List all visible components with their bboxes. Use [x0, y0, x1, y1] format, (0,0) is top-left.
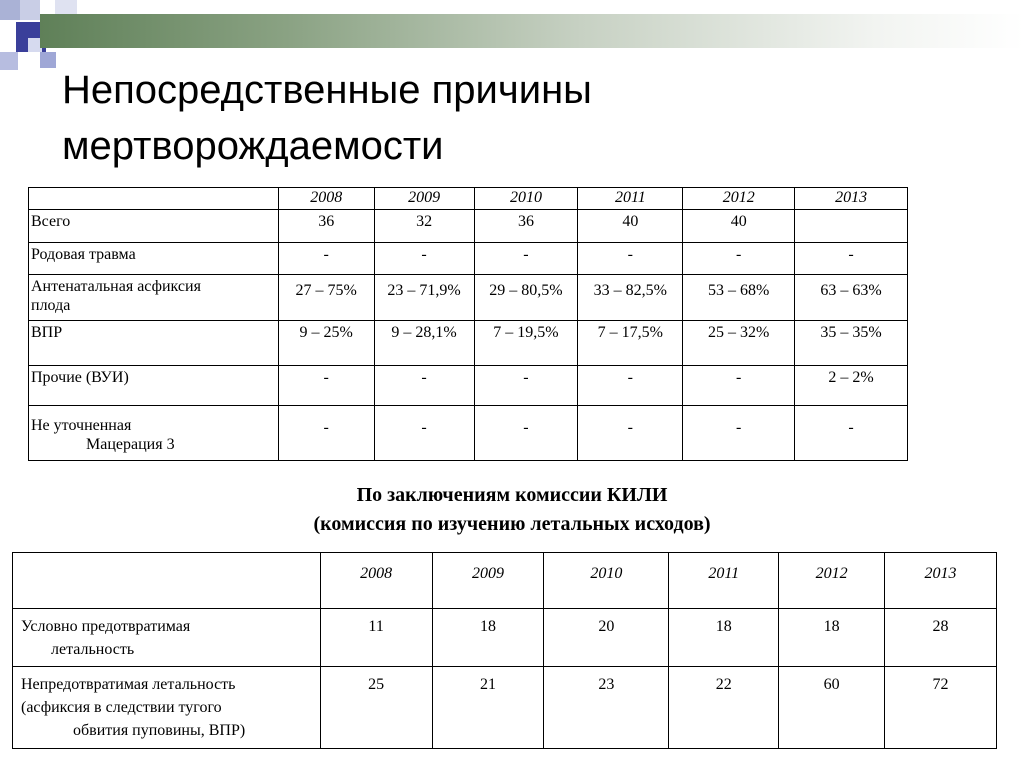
table-cell: 60 — [779, 667, 885, 749]
table-cell: 53 – 68% — [683, 275, 795, 321]
table-cell: - — [578, 366, 683, 406]
table-header-row — [13, 553, 997, 609]
table-cell: - — [278, 406, 374, 461]
table-row — [29, 366, 908, 406]
year-header: 2008 — [278, 188, 374, 210]
table-cell: - — [278, 243, 374, 275]
table-row — [29, 243, 908, 275]
table-cell — [795, 210, 908, 243]
header-empty-cell — [29, 188, 279, 210]
table-cell: 63 – 63% — [795, 275, 908, 321]
table-cell: 23 – 71,9% — [374, 275, 474, 321]
table-cell: 2 – 2% — [795, 366, 908, 406]
table-cell: 32 — [374, 210, 474, 243]
row-label — [29, 243, 279, 275]
year-header: 2010 — [474, 188, 578, 210]
row-label-text: Не уточненная — [31, 417, 132, 434]
year-header: 2009 — [432, 553, 544, 609]
row-label-text: Всего — [31, 213, 71, 230]
table-cell: 18 — [669, 609, 779, 667]
row-label-text-line3: обвития пуповины, ВПР) — [73, 722, 246, 739]
year-header: 2013 — [795, 188, 908, 210]
decor-square — [0, 52, 18, 70]
table-cell: 40 — [683, 210, 795, 243]
table-cell: - — [474, 366, 578, 406]
table-cell: 36 — [278, 210, 374, 243]
table-cell: 36 — [474, 210, 578, 243]
table-cell: 25 – 32% — [683, 321, 795, 366]
year-header: 2010 — [544, 553, 669, 609]
stillbirth-causes-table — [28, 187, 908, 461]
title-line-2: мертворождаемости — [62, 124, 444, 168]
table-cell: 9 – 25% — [278, 321, 374, 366]
header-gradient-bar — [40, 14, 1024, 48]
table-cell: - — [795, 406, 908, 461]
row-label-text: Прочие (ВУИ) — [31, 369, 129, 386]
table-cell: 33 – 82,5% — [578, 275, 683, 321]
title-line-1: Непосредственные причины — [62, 68, 592, 112]
row-label-text: Антенатальная асфиксия — [31, 278, 201, 295]
table-cell: - — [578, 243, 683, 275]
table-cell: 9 – 28,1% — [374, 321, 474, 366]
table-cell: - — [374, 366, 474, 406]
table-row — [29, 321, 908, 366]
table-row — [29, 275, 908, 321]
table-cell: - — [278, 366, 374, 406]
slide-title — [62, 62, 762, 174]
section-subtitle-line2: (комиссия по изучению летальных исходов) — [313, 513, 711, 535]
table-cell: 11 — [320, 609, 432, 667]
row-label-text: Условно предотвратимая — [21, 618, 191, 635]
table-cell: 29 – 80,5% — [474, 275, 578, 321]
table-cell: - — [683, 243, 795, 275]
table-row — [29, 210, 908, 243]
decor-square — [40, 52, 56, 68]
row-label-text-line2: (асфиксия в следствии тугого — [21, 699, 222, 716]
year-header: 2011 — [578, 188, 683, 210]
table-cell: 28 — [885, 609, 997, 667]
table-cell: - — [578, 406, 683, 461]
table-cell: - — [474, 406, 578, 461]
row-label — [29, 321, 279, 366]
row-label — [29, 210, 279, 243]
table-cell: 18 — [432, 609, 544, 667]
table-cell: - — [474, 243, 578, 275]
year-header: 2012 — [683, 188, 795, 210]
row-label — [13, 667, 321, 749]
table-cell: - — [795, 243, 908, 275]
table-cell: 40 — [578, 210, 683, 243]
section-subtitle: По заключениям комиссии КИЛИ — [356, 484, 668, 506]
row-label-text: Непредотвратимая летальность — [21, 676, 236, 693]
year-header: 2008 — [320, 553, 432, 609]
table-cell: - — [683, 366, 795, 406]
table-cell: 25 — [320, 667, 432, 749]
row-label — [29, 406, 279, 461]
row-label-text: Родовая травма — [31, 246, 136, 263]
row-label-text-line2: летальность — [51, 641, 135, 658]
table-header-row — [29, 188, 908, 210]
table-cell: - — [374, 406, 474, 461]
table-cell: 7 – 17,5% — [578, 321, 683, 366]
table-cell: 23 — [544, 667, 669, 749]
table-cell: 22 — [669, 667, 779, 749]
year-header: 2013 — [885, 553, 997, 609]
table-cell: 27 – 75% — [278, 275, 374, 321]
year-header: 2012 — [779, 553, 885, 609]
row-label-text: ВПР — [31, 324, 63, 341]
row-label — [29, 366, 279, 406]
row-label — [29, 275, 279, 321]
table-cell: 21 — [432, 667, 544, 749]
table-cell: 72 — [885, 667, 997, 749]
year-header: 2009 — [374, 188, 474, 210]
decor-square — [20, 0, 40, 20]
table-cell: 20 — [544, 609, 669, 667]
table-cell: 18 — [779, 609, 885, 667]
row-label — [13, 609, 321, 667]
year-header: 2011 — [669, 553, 779, 609]
lethality-commission-table — [12, 552, 997, 749]
row-label-text-line2: плода — [31, 297, 71, 314]
table-row — [29, 406, 908, 461]
row-label-text-line2: Мацерация 3 — [86, 436, 175, 453]
table-cell: - — [374, 243, 474, 275]
table-cell: 35 – 35% — [795, 321, 908, 366]
decor-square — [0, 0, 20, 20]
table-cell: - — [683, 406, 795, 461]
table-row — [13, 609, 997, 667]
header-empty-cell — [13, 553, 321, 609]
table-cell: 7 – 19,5% — [474, 321, 578, 366]
table-row — [13, 667, 997, 749]
